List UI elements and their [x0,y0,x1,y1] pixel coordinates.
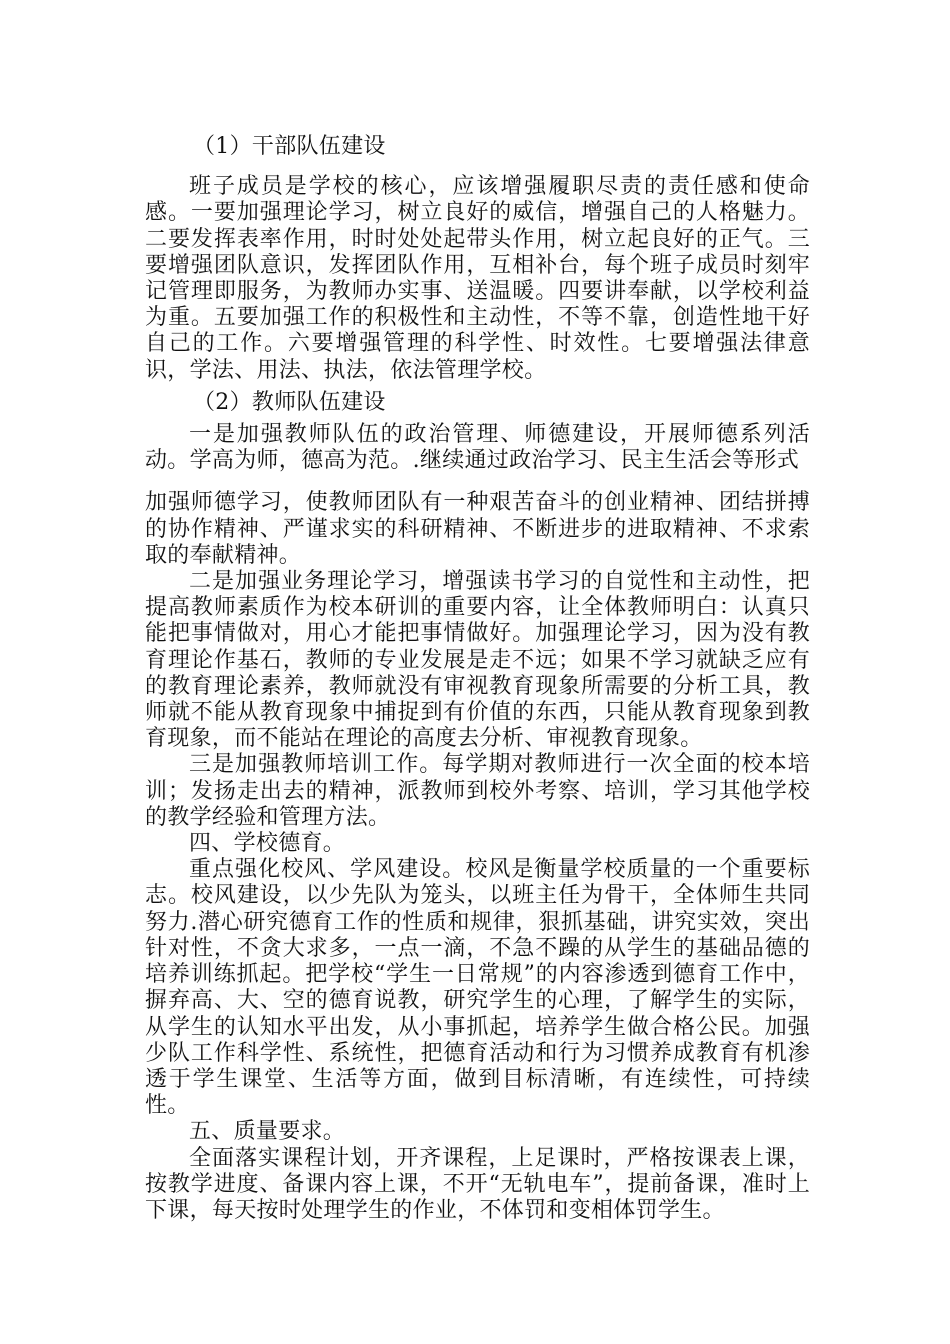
paragraph-curriculum: 全面落实课程计划，开齐课程，上足课时，严格按课表上课，按教学进度、备课内容上课，不开“无轨电车”，提前备课，准时上下课，每天按时处理学生的作业，不体罚和变相体罚学生。 [145,1145,810,1223]
paragraph-leadership: 班子成员是学校的核心，应该增强履职尽责的责任感和使命感。一要加强理论学习，树立良好的威信，增强自己的人格魅力。二要发挥表率作用，时时处处起带头作用，树立起良好的正气。三要增强团队意识，发挥团队作用，互相补台，每个班子成员时刻牢记管理即服务，为教师办实事、送温暖。四要讲奉献，以学校利益为重。五要加强工作的积极性和主动性，不等不靠，创造性地干好自己的工作。六要增强管理的科学性、时效性。七要增强法律意识，学法、用法、执法，依法管理学校。 [145,174,810,383]
paragraph-theory-study: 二是加强业务理论学习，增强读书学习的自觉性和主动性，把提高教师素质作为校本研训的重要内容，让全体教师明白：认真只能把事情做对，用心才能把事情做好。加强理论学习，因为没有教育理论作基石，教师的专业发展是走不远；如果不学习就缺乏应有的教育理论素养，教师就没有审视教育现象所需要的分析工具，教师就不能从教育现象中捕捉到有价值的东西，只能从教育现象到教育现象，而不能站在理论的高度去分析、审视教育现象。 [145,569,810,752]
paragraph-teacher-training: 三是加强教师培训工作。每学期对教师进行一次全面的校本培训；发扬走出去的精神，派教师到校外考察、培训，学习其他学校的教学经验和管理方法。 [145,752,810,830]
paragraph-ethics-part1: 一是加强教师队伍的政治管理、师德建设，开展师德系列活动。学高为师，德高为范。.继续通过政治学习、民主生活会等形式 [145,422,810,474]
heading-cadre-team: （1）干部队伍建设 [193,134,386,159]
section-quality-requirements: 五、质量要求。 [189,1119,346,1145]
heading-teacher-team: （2）教师队伍建设 [193,389,386,415]
section-moral-education: 四、学校德育。 [189,831,346,857]
paragraph-ethics-part2: 加强师德学习，使教师团队有一种艰苦奋斗的创业精神、团结拼搏的协作精神、严谨求实的科研精神、不断进步的进取精神、不求索取的奉献精神。 [145,490,810,568]
paragraph-school-spirit: 重点强化校风、学风建设。校风是衡量学校质量的一个重要标志。校风建设，以少先队为笼头，以班主任为骨干，全体师生共同努力.潜心研究德育工作的性质和规律，狠抓基础，讲究实效，突出针对性，不贪大求多，一点一滴，不急不躁的从学生的基础品德的培养训练抓起。把学校“学生一日常规”的内容渗透到德育工作中，摒弃高、大、空的德育说教，研究学生的心理，了解学生的实际，从学生的认知水平出发，从小事抓起，培养学生做合格公民。加强 少队工作科学性、系统性，把德育活动和行为习惯养成教育有机渗透于学生课堂、生活等方面，做到目标清晰，有连续性，可持续性。 [145,857,833,1119]
document-body [145,134,833,1224]
